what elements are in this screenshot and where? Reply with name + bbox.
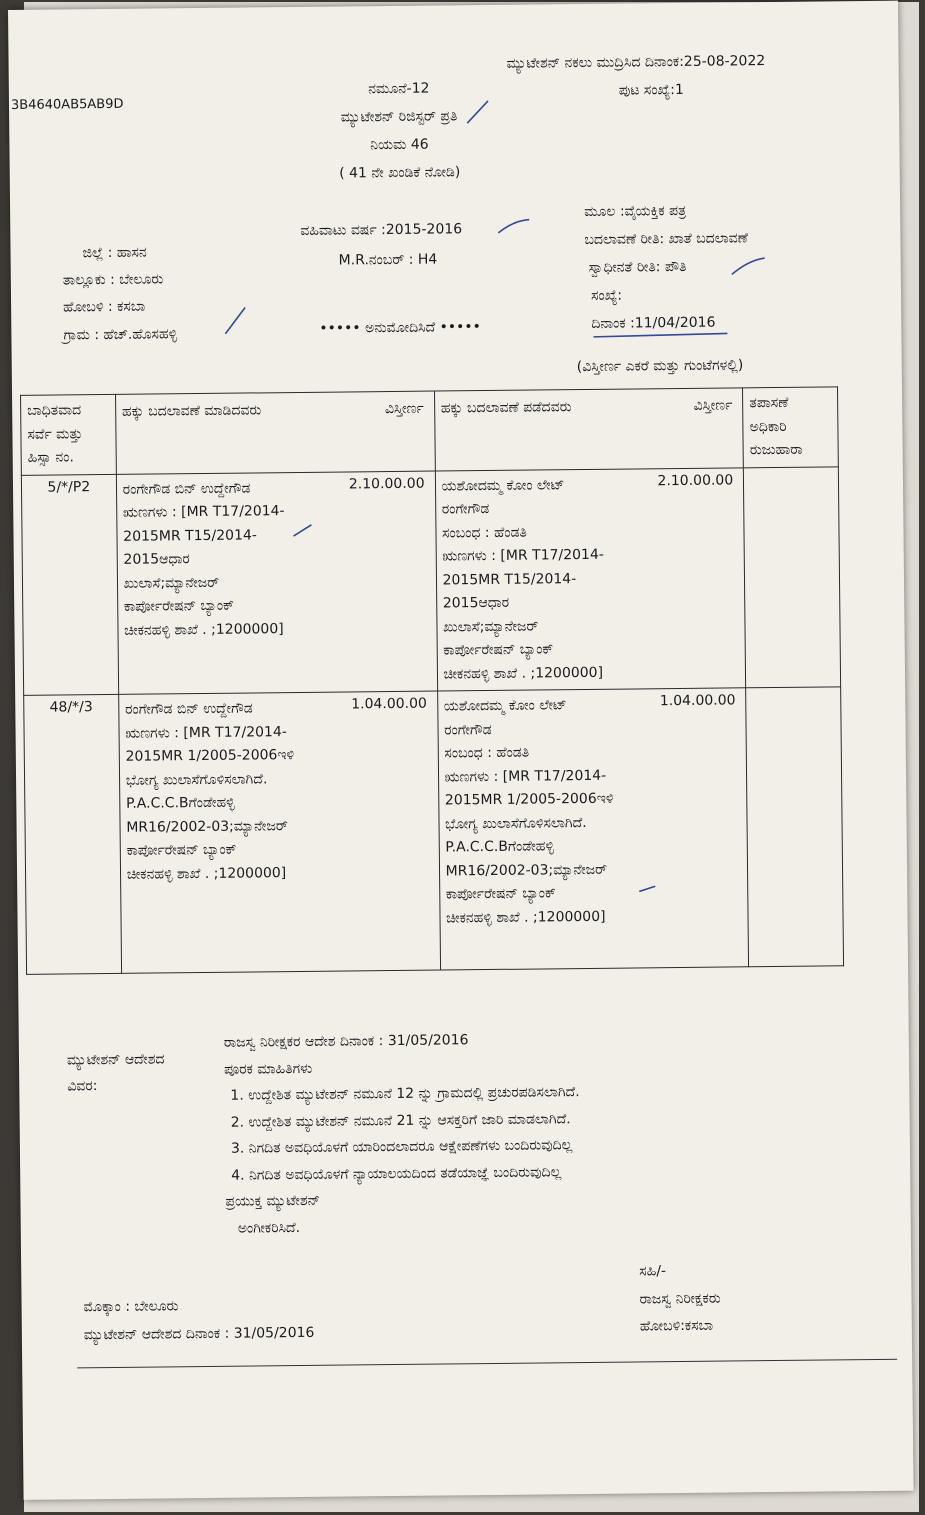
table-row: [21, 466, 840, 695]
order-point-1: 1. ಉದ್ದೇಶಿತ ಮ್ಯುಟೇಶನ್ ನಮೂನೆ 12 ನ್ನು ಗ್ರಾಮದಲ್ಲಿ ಪ್ರಚುರಪಡಿಸಲಾಗಿದೆ.: [230, 1084, 580, 1104]
officer-designation: ರಾಜಸ್ವ ನಿರೀಕ್ಷಕರು: [639, 1290, 721, 1308]
table-row: [24, 687, 844, 975]
page-number: ಪುಟ ಸಂಖ್ಯೆ:1: [618, 81, 684, 99]
mutation-register-table: [20, 386, 844, 975]
order-point-2: 2. ಉದ್ದೇಶಿತ ಮ್ಯುಟೇಶನ್ ನಮೂನೆ 21 ನ್ನು ಆಸಕ್ತರಿಗೆ ಜಾರಿ ಮಾಡಲಾಗಿದೆ.: [230, 1110, 571, 1131]
register-title: ಮ್ಯುಟೇಶನ್ ರಿಜಿಸ್ಟರ್ ಪ್ರತಿ: [340, 108, 458, 126]
order-details-body: [224, 1026, 581, 1242]
order-accepted: ಅಂಗೀಕರಿಸಿದೆ.: [237, 1219, 301, 1237]
header-transferor-area: ವಿಸ್ತೀರ್ಣ: [384, 400, 424, 418]
pen-tick-mark: [495, 216, 535, 236]
order-point-3: 3. ನಿಗದಿತ ಅವಧಿಯೊಳಗೆ ಯಾರಿಂದಲಾದರೂ ಆಕ್ಷೇಪಣೆಗಳು ಬಂದಿರುವುದಿಲ್ಲ: [230, 1137, 573, 1157]
footer-divider: [77, 1359, 897, 1369]
survey-cell: 5/*/P2: [21, 474, 118, 695]
pen-tick-mark: [221, 303, 251, 337]
village-label: ಗ್ರಾಮ : ಹೆಚ್.ಹೊಸಹಳ್ಳಿ: [63, 326, 178, 344]
officer-cell: [744, 466, 841, 687]
order-conclusion: ಪ್ರಯುಕ್ತ ಮ್ಯುಟೇಶನ್: [225, 1192, 321, 1210]
source-label: ಮೂಲ :ವೈಯಕ್ತಿಕ ಪತ್ರ: [584, 202, 687, 220]
mutation-order-date: ಮ್ಯುಟೇಶನ್ ಆದೇಶದ ದಿನಾಂಕ : 31/05/2016: [83, 1324, 315, 1344]
transferee-area: 2.10.00.00: [657, 471, 734, 489]
transferee-area: 1.04.00.00: [659, 692, 736, 710]
approved-stamp: ••••• ಅನುಮೋದಿಸಿದೆ •••••: [319, 319, 481, 337]
taluk-label: ತಾಲ್ಲೂಕು : ಬೇಲೂರು: [62, 271, 164, 289]
transferee-cell: 2.10.00.00 ಯಶೋದಮ್ಮ ಕೋಂ ಲೇಟ್ ರಂಗೇಗೌಡ ಸಂಬಂಧ : ಹೆಂಡತಿ ಋಣಗಳು : [MR T17/2014- 2015MR T15/2014- 2015ಆಧಾರ ಖುಲಾಸೆ;ಮ್ಯಾನೇಜರ್ ಕಾರ್ಪೋರೇಷನ್ ಬ್ಯಾಂಕ್ ಚೀಕನಹಳ್ಳಿ ಶಾಖೆ . ;1200000]: [435, 467, 746, 691]
document-code: 3B4640AB5AB9D: [10, 96, 124, 113]
area-units-note: (ವಿಸ್ತೀರ್ಣ ಎಕರೆ ಮತ್ತು ಗುಂಟೆಗಳಲ್ಲಿ): [576, 357, 744, 376]
pen-underline-mark: [591, 330, 731, 339]
transaction-year: ವಹಿವಾಟು ವರ್ಷ :2015-2016: [300, 221, 463, 239]
signature-mark: ಸಹಿ/-: [639, 1263, 667, 1280]
transferor-cell: 1.04.00.00 ರಂಗೇಗೌಡ ಬಿನ್ ಉದ್ದೇಗೌಡ ಋಣಗಳು : [MR T17/2014- 2015MR 1/2005-2006ಇಳಿ ಭೋಗ್ಯ ಖುಲಾಸೆಗೊಳಿಸಲಾಗಿದೆ. P.A.C.C.Bಗೆಂಡೇಹಳ್ಳಿ MR16/2002-03;ಮ್ಯಾನೇಜರ್ ಕಾರ್ಪೋರೇಷನ್ ಬ್ಯಾಂಕ್ ಚೀಕನಹಳ್ಳಿ ಶಾಖೆ . ;1200000]: [118, 691, 440, 973]
mutation-register-document: [8, 1, 914, 1500]
survey-cell: 48/*/3: [24, 694, 122, 974]
mr-number: M.R.ನಂಬರ್ : H4: [338, 251, 438, 269]
transferee-cell: 1.04.00.00 ಯಶೋದಮ್ಮ ಕೋಂ ಲೇಟ್ ರಂಗೇಗೌಡ ಸಂಬಂಧ : ಹೆಂಡತಿ ಋಣಗಳು : [MR T17/2014- 2015MR 1/2005-2006ಇಳಿ ಭೋಗ್ಯ ಖುಲಾಸೆಗೊಳಿಸಲಾಗಿದೆ. P.A.C.C.Bಗೆಂಡೇಹಳ್ಳಿ MR16/2002-03;ಮ್ಯಾನೇಜರ್ ಕಾರ್ಪೋರೇಷನ್ ಬ್ಯಾಂಕ್ ಚೀಕನಹಳ್ಳಿ ಶಾಖೆ . ;1200000]: [437, 688, 749, 970]
header-officer: ತಪಾಸಣೆ ಅಧಿಕಾರಿ ರುಜುಹಾರಾ: [743, 387, 839, 467]
table-header-row: [21, 387, 839, 475]
transferor-cell: 2.10.00.00 ರಂಗೇಗೌಡ ಬಿನ್ ಉದ್ದೇಗೌಡ ಋಣಗಳು : [MR T17/2014- 2015MR T15/2014- 2015ಆಧಾರ ಖುಲಾಸೆ;ಮ್ಯಾನೇಜರ್ ಕಾರ್ಪೋರೇಷನ್ ಬ್ಯಾಂಕ್ ಚೀಕನಹಳ್ಳಿ ಶಾಖೆ . ;1200000]: [116, 471, 437, 695]
district-label: ಜಿಲ್ಲೆ : ಹಾಸನ: [82, 244, 147, 262]
pen-tick-mark: [464, 97, 494, 127]
header-transferee: ಹಕ್ಕು ಬದಲಾವಣೆ ಪಡೆದವರು ವಿಸ್ತೀರ್ಣ: [434, 388, 743, 471]
header-survey-number: ಬಾಧಿತವಾದ ಸರ್ವೆ ಮತ್ತು ಹಿಸ್ಸಾ ನಂ.: [21, 394, 117, 474]
header-transferee-area: ವಿಸ್ತೀರ್ಣ: [693, 397, 733, 414]
form-title: ನಮೂನೆ-12: [368, 80, 430, 98]
order-date-line: ರಾಜಸ್ವ ನಿರೀಕ್ಷಕರ ಆದೇಶ ದಿನಾಂಕ : 31/05/2016: [223, 1032, 469, 1051]
change-type: ಬದಲಾವಣೆ ರೀತಿ: ಖಾತೆ ಬದಲಾವಣೆ: [584, 230, 748, 248]
camp-location: ಮೊಕ್ಕಾಂ : ಬೇಲೂರು: [83, 1298, 179, 1316]
clause-reference: ( 41 ನೇ ಖಂಡಿಕೆ ನೋಡಿ): [339, 164, 461, 182]
transferor-area: 2.10.00.00: [348, 475, 425, 492]
printed-date: ಮ್ಯುಟೇಶನ್ ನಕಲು ಮುದ್ರಿಸಿದ ದಿನಾಂಕ:25-08-2022: [506, 53, 766, 72]
pen-tick-mark: [729, 254, 769, 278]
order-point-4: 4. ನಿಗದಿತ ಅವಧಿಯೊಳಗೆ ನ್ಯಾಯಾಲಯದಿಂದ ತಡೆಯಾಜ್ಞೆ ಬಂದಿರುವುದಿಲ್ಲ: [231, 1163, 562, 1184]
transferor-area: 1.04.00.00: [351, 695, 427, 713]
source-date: ದಿನಾಂಕ :11/04/2016: [591, 314, 716, 332]
supplementary-heading: ಪೂರಕ ಮಾಹಿತಿಗಳು: [224, 1060, 313, 1078]
header-transferor: ಹಕ್ಕು ಬದಲಾವಣೆ ಮಾಡಿದವರು ವಿಸ್ತೀರ್ಣ: [115, 391, 435, 474]
officer-hobli: ಹೋಬಳಿ:ಕಸಬಾ: [639, 1317, 714, 1335]
hobli-label: ಹೋಬಳಿ : ಕಸಬಾ: [63, 298, 146, 316]
possession-type: ಸ್ವಾಧೀನತೆ ರೀತಿ: ಪೌತಿ: [588, 258, 687, 276]
order-details-label: ಮ್ಯುಟೇಶನ್ ಆದೇಶದ ವಿವರ:: [66, 1051, 165, 1095]
source-number: ಸಂಖ್ಯೆ:: [590, 287, 623, 304]
rule-number: ನಿಯಮ 46: [370, 136, 429, 154]
officer-cell: [746, 687, 844, 967]
